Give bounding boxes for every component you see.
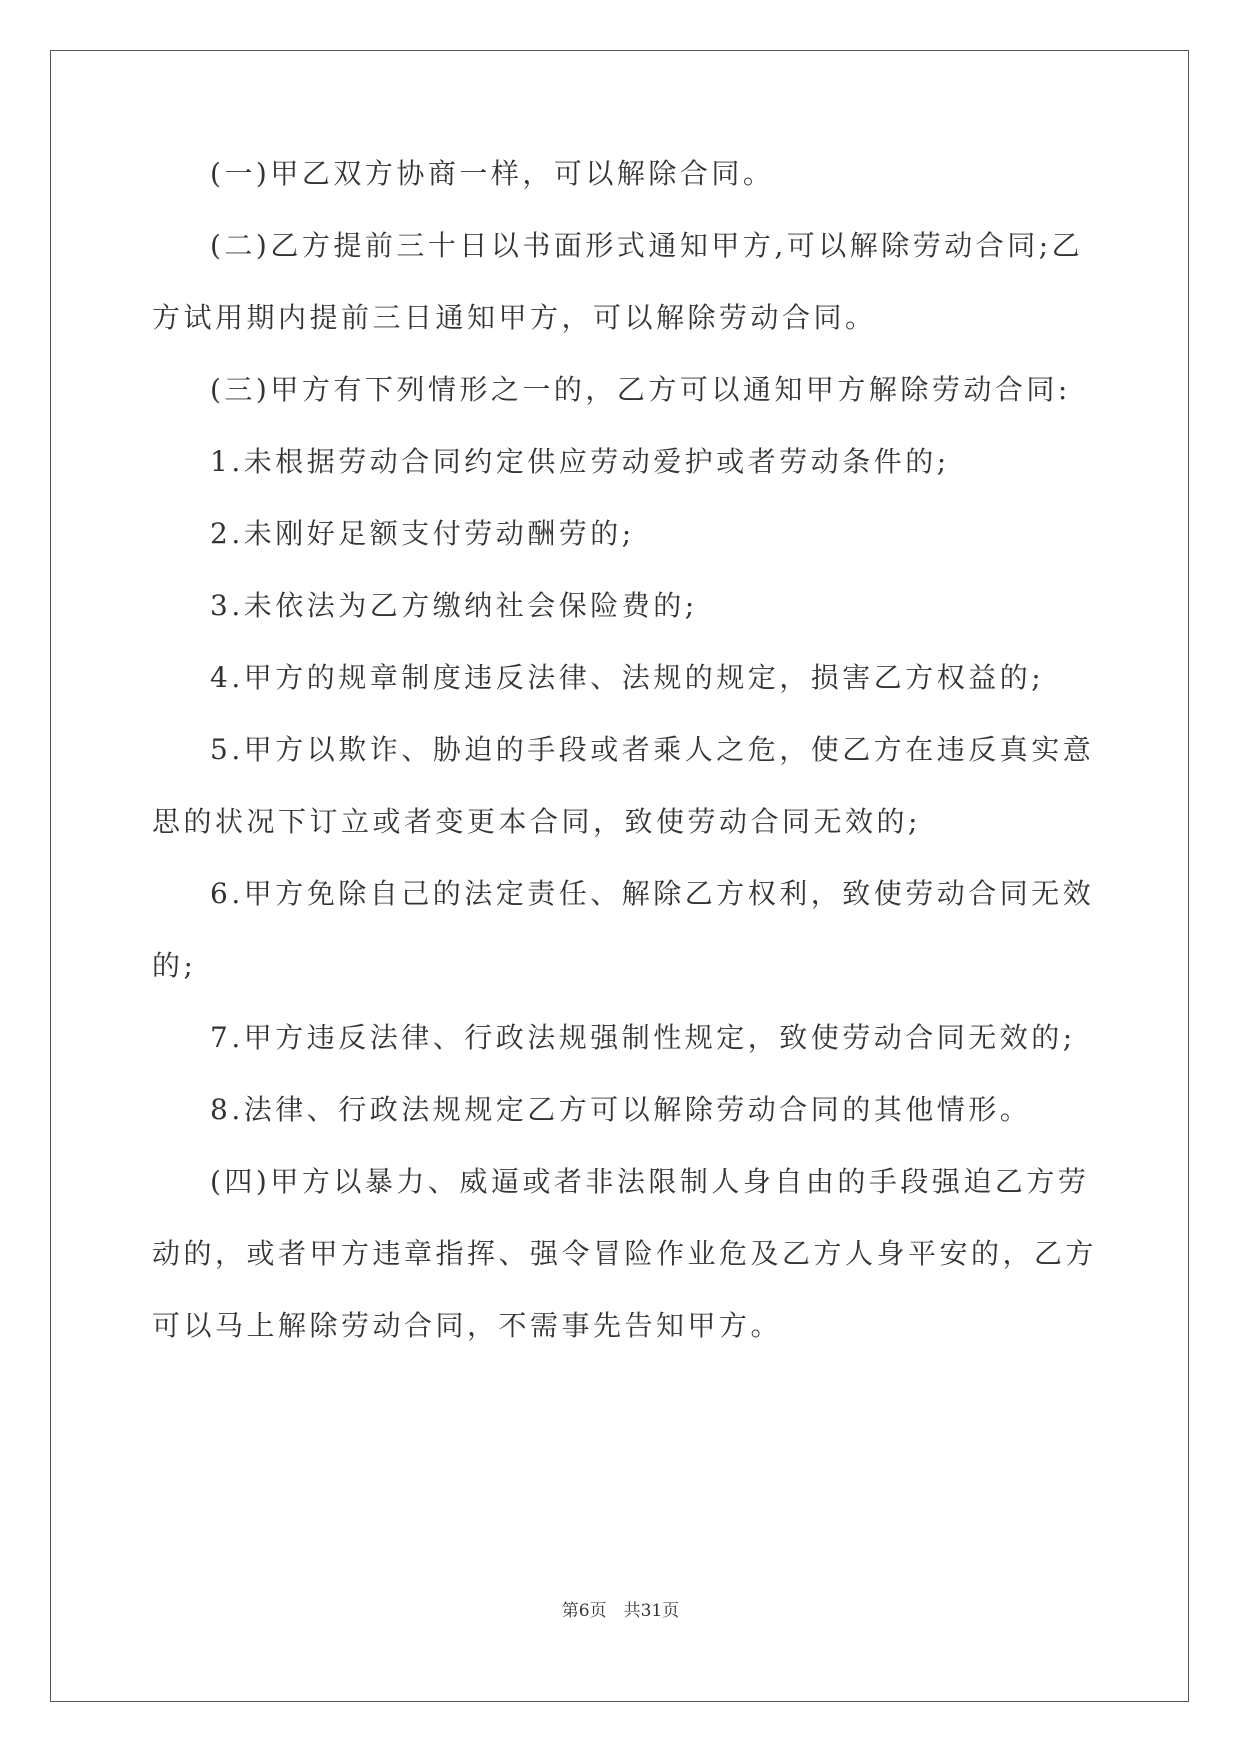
paragraph-line: 4.甲方的规章制度违反法律、法规的规定，损害乙方权益的; <box>210 661 1045 694</box>
paragraph-line: 8.法律、行政法规规定乙方可以解除劳动合同的其他情形。 <box>210 1093 1032 1126</box>
paragraph-line: 思的状况下订立或者变更本合同，致使劳动合同无效的; <box>152 805 921 838</box>
paragraph-line: (四)甲方以暴力、威逼或者非法限制人身自由的手段强迫乙方劳 <box>210 1165 1090 1198</box>
paragraph-line: 动的，或者甲方违章指挥、强令冒险作业危及乙方人身平安的，乙方 <box>152 1237 1098 1270</box>
paragraph-line: 5.甲方以欺诈、胁迫的手段或者乘人之危，使乙方在违反真实意 <box>210 733 1095 766</box>
paragraph-line: 3.未依法为乙方缴纳社会保险费的; <box>210 589 698 622</box>
paragraph-line: 7.甲方违反法律、行政法规强制性规定，致使劳动合同无效的; <box>210 1021 1076 1054</box>
paragraph-line: (三)甲方有下列情形之一的，乙方可以通知甲方解除劳动合同: <box>210 373 1071 406</box>
paragraph-line: 方试用期内提前三日通知甲方，可以解除劳动合同。 <box>152 301 877 334</box>
paragraph-line: 可以马上解除劳动合同，不需事先告知甲方。 <box>152 1309 783 1342</box>
paragraph-line: 1.未根据劳动合同约定供应劳动爱护或者劳动条件的; <box>210 445 950 478</box>
paragraph-line: 2.未刚好足额支付劳动酬劳的; <box>210 517 635 550</box>
page-number: 第6页 共31页 <box>561 1601 680 1621</box>
paragraph-line: 6.甲方免除自己的法定责任、解除乙方权利，致使劳动合同无效 <box>210 877 1095 910</box>
paragraph-line: 的; <box>152 949 197 982</box>
paragraph-line: (一)甲乙双方协商一样，可以解除合同。 <box>210 157 775 190</box>
paragraph-line: (二)乙方提前三十日以书面形式通知甲方,可以解除劳动合同;乙 <box>210 229 1084 262</box>
